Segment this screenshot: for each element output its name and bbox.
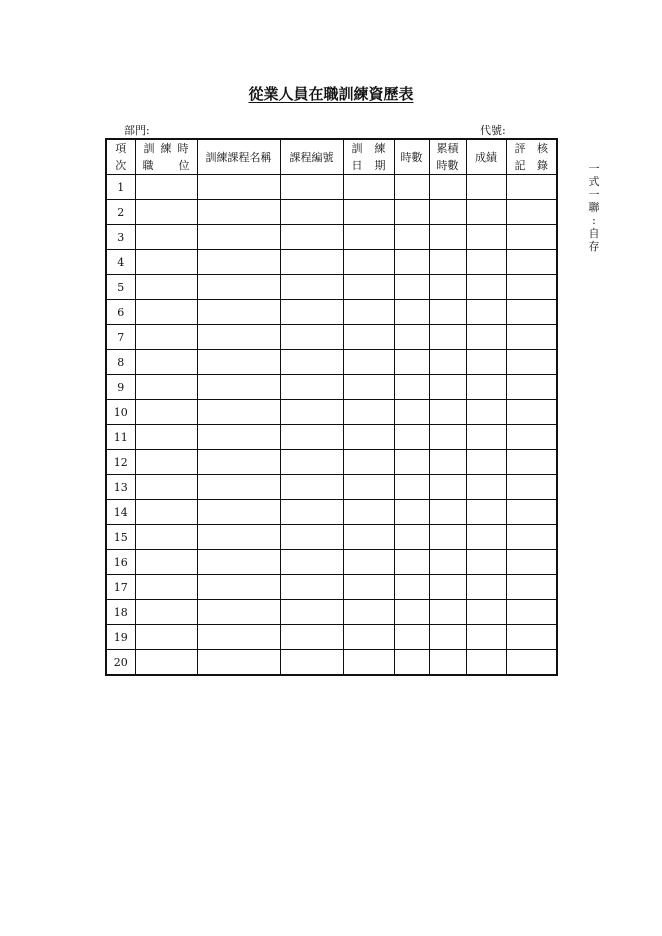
table-cell[interactable] xyxy=(280,500,343,525)
table-cell[interactable] xyxy=(506,500,557,525)
table-cell[interactable] xyxy=(135,375,197,400)
table-cell[interactable] xyxy=(280,350,343,375)
table-row xyxy=(106,200,557,225)
table-cell[interactable] xyxy=(506,250,557,275)
table-row xyxy=(106,175,557,200)
row-number: 6 xyxy=(106,300,135,325)
header-score: 成績 xyxy=(466,139,506,175)
table-row xyxy=(106,625,557,650)
table-cell[interactable] xyxy=(280,375,343,400)
table-row xyxy=(106,250,557,275)
row-number: 1 xyxy=(106,175,135,200)
table-cell[interactable] xyxy=(466,425,506,450)
table-cell[interactable] xyxy=(429,425,466,450)
table-cell[interactable] xyxy=(135,225,197,250)
table-cell[interactable] xyxy=(506,450,557,475)
table-cell[interactable] xyxy=(429,250,466,275)
table-cell[interactable] xyxy=(394,175,429,200)
table-cell[interactable] xyxy=(394,450,429,475)
table-cell[interactable] xyxy=(506,625,557,650)
table-cell[interactable] xyxy=(343,325,394,350)
code-label: 代號: xyxy=(480,124,506,137)
table-cell[interactable] xyxy=(506,200,557,225)
table-cell[interactable] xyxy=(466,600,506,625)
table-cell[interactable] xyxy=(343,225,394,250)
table-cell[interactable] xyxy=(466,225,506,250)
table-cell[interactable] xyxy=(343,350,394,375)
row-number: 17 xyxy=(106,575,135,600)
table-row xyxy=(106,350,557,375)
table-cell[interactable] xyxy=(343,475,394,500)
table-cell[interactable] xyxy=(197,225,280,250)
table-cell[interactable] xyxy=(280,450,343,475)
table-cell[interactable] xyxy=(135,400,197,425)
table-row xyxy=(106,550,557,575)
table-cell[interactable] xyxy=(343,275,394,300)
table-cell[interactable] xyxy=(394,425,429,450)
table-row xyxy=(106,300,557,325)
table-cell[interactable] xyxy=(466,525,506,550)
table-cell[interactable] xyxy=(394,650,429,676)
table-cell[interactable] xyxy=(343,625,394,650)
table-cell[interactable] xyxy=(343,525,394,550)
header-cumulative-hours: 累積 時數 xyxy=(429,139,466,175)
table-cell[interactable] xyxy=(280,525,343,550)
table-row xyxy=(106,375,557,400)
table-cell[interactable] xyxy=(429,375,466,400)
row-number: 9 xyxy=(106,375,135,400)
table-cell[interactable] xyxy=(506,375,557,400)
table-cell[interactable] xyxy=(280,200,343,225)
header-review: 評 核 記 錄 xyxy=(506,139,557,175)
table-cell[interactable] xyxy=(280,475,343,500)
table-row xyxy=(106,450,557,475)
table-cell[interactable] xyxy=(506,350,557,375)
table-cell[interactable] xyxy=(135,525,197,550)
row-number: 13 xyxy=(106,475,135,500)
table-cell[interactable] xyxy=(135,325,197,350)
table-cell[interactable] xyxy=(429,400,466,425)
table-cell[interactable] xyxy=(429,600,466,625)
table-cell[interactable] xyxy=(197,450,280,475)
table-cell[interactable] xyxy=(280,325,343,350)
table-cell[interactable] xyxy=(280,425,343,450)
table-row xyxy=(106,425,557,450)
table-cell[interactable] xyxy=(506,575,557,600)
table-cell[interactable] xyxy=(280,550,343,575)
table-cell[interactable] xyxy=(429,650,466,676)
table-cell[interactable] xyxy=(135,650,197,676)
table-cell[interactable] xyxy=(197,250,280,275)
table-cell[interactable] xyxy=(197,400,280,425)
table-cell[interactable] xyxy=(394,600,429,625)
table-cell[interactable] xyxy=(197,200,280,225)
table-cell[interactable] xyxy=(197,600,280,625)
table-cell[interactable] xyxy=(429,325,466,350)
table-cell[interactable] xyxy=(466,500,506,525)
table-row xyxy=(106,575,557,600)
header-date: 訓 練 日 期 xyxy=(343,139,394,175)
table-cell[interactable] xyxy=(135,250,197,275)
table-cell[interactable] xyxy=(394,400,429,425)
row-number: 19 xyxy=(106,625,135,650)
table-cell[interactable] xyxy=(197,475,280,500)
table-cell[interactable] xyxy=(343,600,394,625)
table-cell[interactable] xyxy=(506,550,557,575)
row-number: 10 xyxy=(106,400,135,425)
table-row xyxy=(106,225,557,250)
table-cell[interactable] xyxy=(197,500,280,525)
table-cell[interactable] xyxy=(466,650,506,676)
table-cell[interactable] xyxy=(466,575,506,600)
table-cell[interactable] xyxy=(197,650,280,676)
table-cell[interactable] xyxy=(280,275,343,300)
table-cell[interactable] xyxy=(466,450,506,475)
table-cell[interactable] xyxy=(280,650,343,676)
table-cell[interactable] xyxy=(506,400,557,425)
table-cell[interactable] xyxy=(135,350,197,375)
table-cell[interactable] xyxy=(135,200,197,225)
row-number: 3 xyxy=(106,225,135,250)
table-row xyxy=(106,650,557,676)
table-cell[interactable] xyxy=(280,400,343,425)
table-cell[interactable] xyxy=(343,175,394,200)
table-cell[interactable] xyxy=(197,275,280,300)
table-cell[interactable] xyxy=(280,175,343,200)
table-cell[interactable] xyxy=(394,475,429,500)
header-course-name: 訓練課程名稱 xyxy=(197,139,280,175)
table-cell[interactable] xyxy=(197,175,280,200)
table-cell[interactable] xyxy=(197,525,280,550)
table-cell[interactable] xyxy=(466,325,506,350)
table-cell[interactable] xyxy=(429,525,466,550)
table-cell[interactable] xyxy=(429,625,466,650)
training-record-table xyxy=(105,138,558,676)
table-cell[interactable] xyxy=(135,500,197,525)
table-cell[interactable] xyxy=(466,200,506,225)
table-cell[interactable] xyxy=(343,300,394,325)
table-cell[interactable] xyxy=(466,350,506,375)
table-cell[interactable] xyxy=(429,175,466,200)
table-cell[interactable] xyxy=(466,550,506,575)
table-cell[interactable] xyxy=(394,625,429,650)
table-cell[interactable] xyxy=(343,250,394,275)
table-row xyxy=(106,525,557,550)
table-cell[interactable] xyxy=(506,425,557,450)
table-cell[interactable] xyxy=(280,600,343,625)
table-cell[interactable] xyxy=(197,575,280,600)
table-cell[interactable] xyxy=(343,450,394,475)
form-title: 從業人員在職訓練資歷表 xyxy=(248,85,414,103)
row-number: 16 xyxy=(106,550,135,575)
row-number: 2 xyxy=(106,200,135,225)
table-cell[interactable] xyxy=(343,550,394,575)
table-cell[interactable] xyxy=(135,475,197,500)
table-cell[interactable] xyxy=(394,375,429,400)
table-cell[interactable] xyxy=(429,575,466,600)
header-row xyxy=(106,139,557,175)
table-cell[interactable] xyxy=(394,525,429,550)
table-cell[interactable] xyxy=(394,275,429,300)
row-number: 11 xyxy=(106,425,135,450)
table-cell[interactable] xyxy=(343,425,394,450)
table-cell[interactable] xyxy=(429,275,466,300)
table-cell[interactable] xyxy=(135,425,197,450)
table-cell[interactable] xyxy=(197,550,280,575)
table-cell[interactable] xyxy=(280,300,343,325)
table-row xyxy=(106,325,557,350)
row-number: 15 xyxy=(106,525,135,550)
table-cell[interactable] xyxy=(197,300,280,325)
department-label: 部門: xyxy=(124,124,150,137)
table-cell[interactable] xyxy=(135,450,197,475)
table-cell[interactable] xyxy=(135,550,197,575)
table-cell[interactable] xyxy=(394,250,429,275)
table-cell[interactable] xyxy=(394,200,429,225)
table-cell[interactable] xyxy=(343,200,394,225)
table-cell[interactable] xyxy=(506,300,557,325)
row-number: 8 xyxy=(106,350,135,375)
table-cell[interactable] xyxy=(197,425,280,450)
header-position: 訓 練 時 職 位 xyxy=(135,139,197,175)
table-cell[interactable] xyxy=(135,625,197,650)
table-cell[interactable] xyxy=(506,225,557,250)
table-cell[interactable] xyxy=(429,550,466,575)
table-cell[interactable] xyxy=(280,625,343,650)
table-cell[interactable] xyxy=(343,375,394,400)
table-cell[interactable] xyxy=(429,300,466,325)
table-cell[interactable] xyxy=(429,450,466,475)
table-cell[interactable] xyxy=(197,625,280,650)
table-row xyxy=(106,275,557,300)
table-cell[interactable] xyxy=(466,475,506,500)
table-cell[interactable] xyxy=(506,275,557,300)
table-cell[interactable] xyxy=(429,225,466,250)
row-number: 4 xyxy=(106,250,135,275)
table-cell[interactable] xyxy=(394,575,429,600)
table-cell[interactable] xyxy=(135,300,197,325)
table-cell[interactable] xyxy=(135,575,197,600)
table-cell[interactable] xyxy=(429,200,466,225)
header-item: 項 次 xyxy=(106,139,135,175)
table-cell[interactable] xyxy=(506,525,557,550)
table-cell[interactable] xyxy=(506,175,557,200)
table-cell[interactable] xyxy=(466,625,506,650)
table-cell[interactable] xyxy=(466,375,506,400)
table-cell[interactable] xyxy=(506,600,557,625)
side-note: 一 式 一 聯 : 自 存 xyxy=(588,162,600,253)
table-cell[interactable] xyxy=(466,300,506,325)
table-cell[interactable] xyxy=(280,225,343,250)
table-cell[interactable] xyxy=(394,500,429,525)
table-cell[interactable] xyxy=(506,475,557,500)
row-number: 18 xyxy=(106,600,135,625)
row-number: 7 xyxy=(106,325,135,350)
table-cell[interactable] xyxy=(506,325,557,350)
row-number: 12 xyxy=(106,450,135,475)
table-row xyxy=(106,500,557,525)
table-row xyxy=(106,400,557,425)
table-cell[interactable] xyxy=(429,475,466,500)
table-cell[interactable] xyxy=(135,175,197,200)
table-cell[interactable] xyxy=(280,250,343,275)
row-number: 5 xyxy=(106,275,135,300)
table-cell[interactable] xyxy=(394,550,429,575)
table-row xyxy=(106,475,557,500)
table-cell[interactable] xyxy=(394,325,429,350)
table-cell[interactable] xyxy=(343,650,394,676)
table-cell[interactable] xyxy=(280,575,343,600)
table-cell[interactable] xyxy=(466,400,506,425)
table-cell[interactable] xyxy=(429,350,466,375)
table-cell[interactable] xyxy=(429,500,466,525)
table-cell[interactable] xyxy=(135,275,197,300)
table-cell[interactable] xyxy=(394,225,429,250)
table-cell[interactable] xyxy=(394,300,429,325)
table-cell[interactable] xyxy=(197,375,280,400)
table-cell[interactable] xyxy=(466,175,506,200)
table-cell[interactable] xyxy=(343,500,394,525)
table-row xyxy=(106,600,557,625)
header-hours: 時數 xyxy=(394,139,429,175)
table-cell[interactable] xyxy=(197,325,280,350)
table-cell[interactable] xyxy=(466,275,506,300)
table-cell[interactable] xyxy=(343,575,394,600)
row-number: 14 xyxy=(106,500,135,525)
table-cell[interactable] xyxy=(506,650,557,676)
header-course-code: 課程編號 xyxy=(280,139,343,175)
table-cell[interactable] xyxy=(394,350,429,375)
row-number: 20 xyxy=(106,650,135,676)
table-cell[interactable] xyxy=(466,250,506,275)
table-cell[interactable] xyxy=(135,600,197,625)
table-cell[interactable] xyxy=(197,350,280,375)
table-cell[interactable] xyxy=(343,400,394,425)
